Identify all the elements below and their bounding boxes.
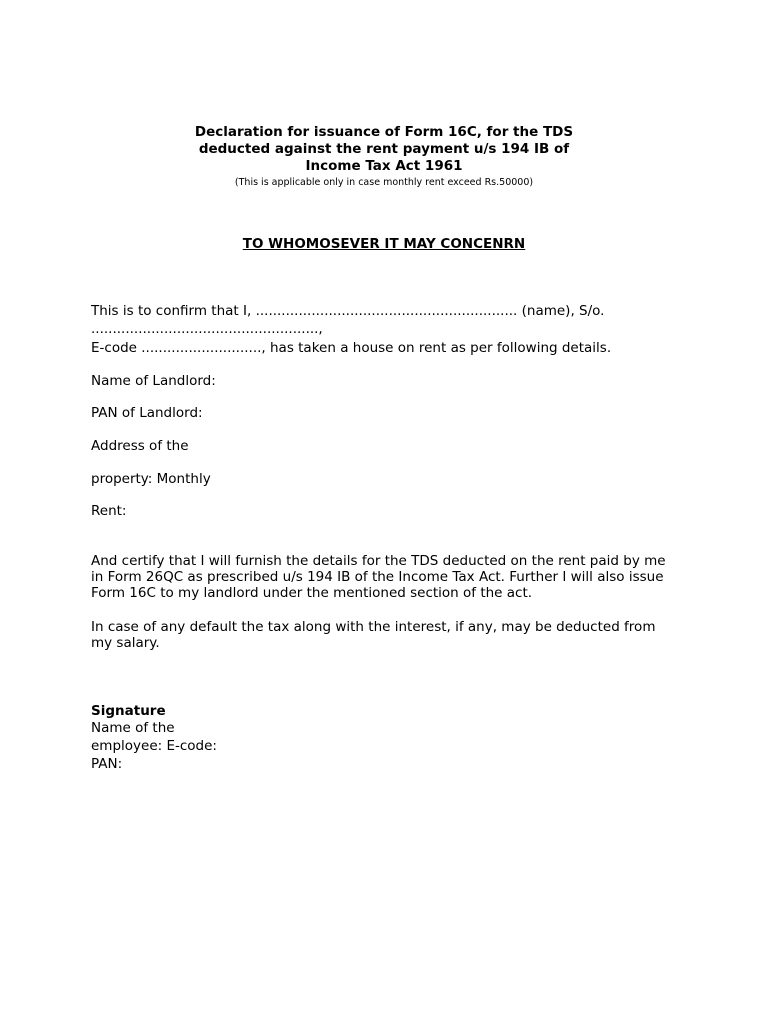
title-line-1: Declaration for issuance of Form 16C, for the TDS <box>194 124 574 140</box>
certify-line-1: And certify that I will furnish the details for the TDS deducted on the rent paid by me <box>91 553 666 569</box>
title-note: (This is applicable only in case monthly rent exceed Rs.50000) <box>234 177 534 188</box>
default-line-1: In case of any default the tax along with the interest, if any, may be deducted from <box>91 619 656 635</box>
title-line-2: deducted against the rent payment u/s 194 IB of <box>198 141 570 157</box>
employee-ecode-label: employee: E-code: <box>91 738 217 754</box>
section-heading: TO WHOMOSEVER IT MAY CONCENRN <box>242 236 526 252</box>
default-line-2: my salary. <box>91 635 160 651</box>
confirm-line-2: ....................................................., <box>91 321 323 337</box>
confirm-line-1: This is to confirm that I, ............................................................. (name), S/o. <box>91 303 605 319</box>
signature-label: Signature <box>91 703 166 719</box>
employee-pan-label: PAN: <box>91 756 123 772</box>
title-line-3: Income Tax Act 1961 <box>305 158 463 174</box>
certify-line-2: in Form 26QC as prescribed u/s 194 IB of the Income Tax Act. Further I will also issue <box>91 569 664 585</box>
address-label-line-2: property: Monthly <box>91 471 211 487</box>
employee-name-label: Name of the <box>91 720 175 736</box>
certify-line-3: Form 16C to my landlord under the mentioned section of the act. <box>91 585 533 601</box>
rent-label: Rent: <box>91 503 127 519</box>
address-label-line-1: Address of the <box>91 438 189 454</box>
document-title <box>170 124 598 189</box>
landlord-name-label: Name of Landlord: <box>91 373 216 389</box>
landlord-pan-label: PAN of Landlord: <box>91 405 203 421</box>
confirm-line-3: E-code ............................, has taken a house on rent as per following details. <box>91 340 612 356</box>
